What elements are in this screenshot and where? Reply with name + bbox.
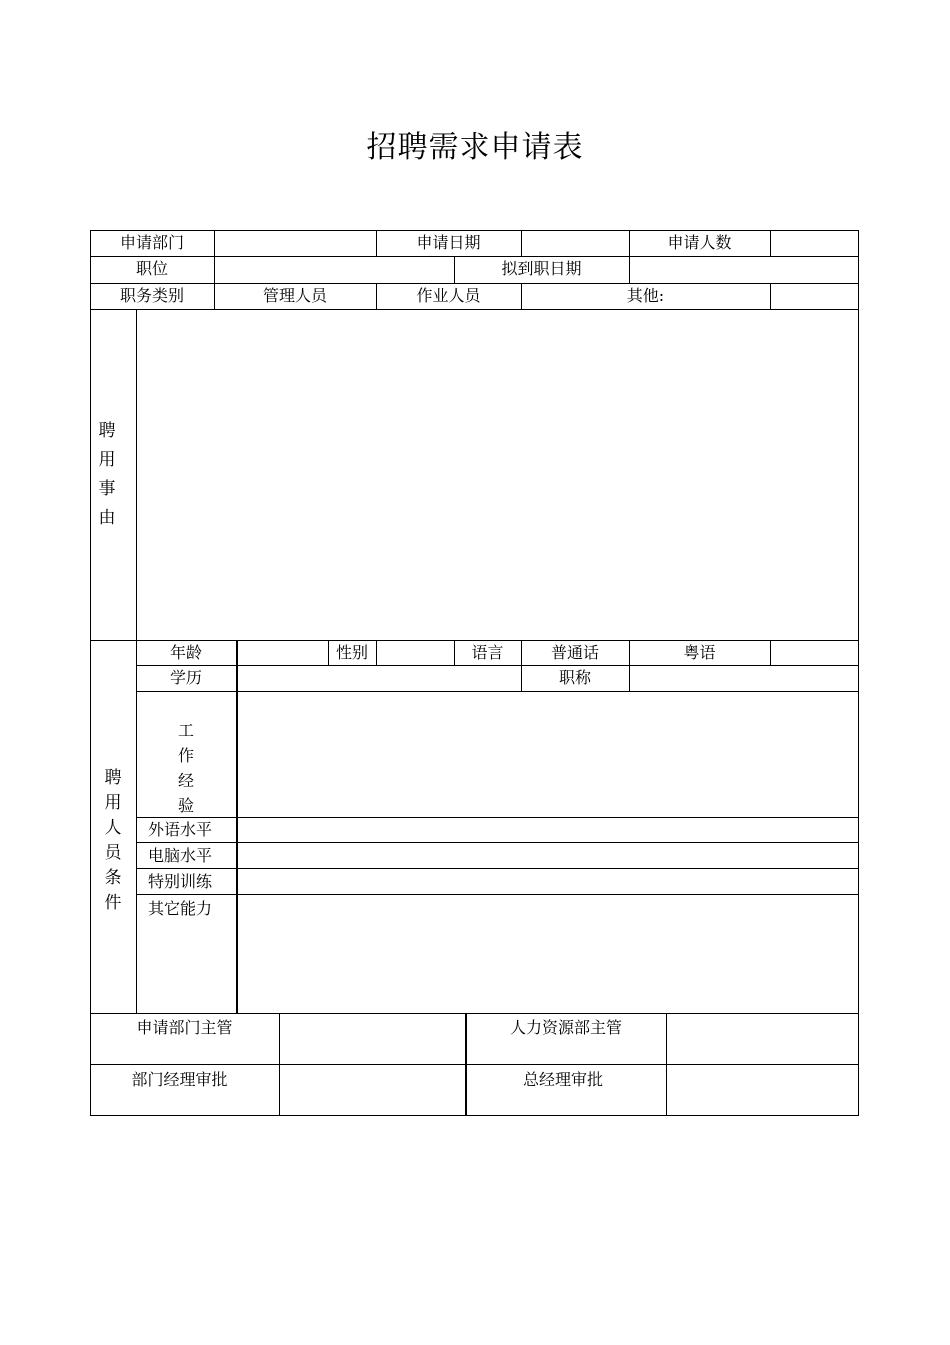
dept-manager-label: 部门经理审批 xyxy=(131,1070,228,1089)
conditions-label-char: 聘 xyxy=(104,768,122,788)
dept-head-label: 申请部门主管 xyxy=(136,1018,233,1037)
hr-head-label: 人力资源部主管 xyxy=(509,1018,622,1037)
position-label: 职位 xyxy=(135,259,168,278)
mandarin-option[interactable]: 普通话 xyxy=(550,643,599,662)
conditions-label-char: 条 xyxy=(104,868,122,888)
category-option-manager[interactable]: 管理人员 xyxy=(262,286,327,305)
reason-label-char: 事 xyxy=(98,479,116,499)
education-label: 学历 xyxy=(169,668,202,687)
experience-label xyxy=(171,718,201,818)
start-date-field[interactable] xyxy=(630,257,858,283)
language-other-field[interactable] xyxy=(771,641,858,665)
apply-dept-field[interactable] xyxy=(215,231,376,256)
dept-manager-sign-field[interactable] xyxy=(280,1065,465,1115)
conditions-label-char: 员 xyxy=(104,843,122,863)
category-other-field[interactable] xyxy=(771,284,858,309)
reason-label-char: 聘 xyxy=(98,421,116,441)
other-ability-field[interactable] xyxy=(238,895,858,1013)
foreign-language-label: 外语水平 xyxy=(148,820,213,839)
apply-dept-label: 申请部门 xyxy=(119,233,184,252)
special-training-field[interactable] xyxy=(238,869,858,894)
foreign-language-field[interactable] xyxy=(238,818,858,842)
conditions-label-char: 人 xyxy=(104,818,122,838)
cantonese-option[interactable]: 粤语 xyxy=(683,643,716,662)
line xyxy=(858,230,859,1116)
age-label: 年龄 xyxy=(169,643,202,662)
experience-label-char: 作 xyxy=(177,746,194,765)
page-title: 招聘需求申请表 xyxy=(366,130,584,165)
reason-label-char: 用 xyxy=(98,450,116,470)
job-title-field[interactable] xyxy=(630,666,858,691)
category-label: 职务类别 xyxy=(119,286,184,305)
gender-label: 性别 xyxy=(335,643,368,662)
conditions-label-char: 件 xyxy=(104,893,122,913)
line xyxy=(90,283,859,284)
line xyxy=(90,1115,859,1116)
gender-field[interactable] xyxy=(377,641,454,665)
education-field[interactable] xyxy=(238,666,521,691)
line xyxy=(90,230,859,231)
experience-field[interactable] xyxy=(238,692,858,817)
line xyxy=(90,640,859,641)
start-date-label: 拟到职日期 xyxy=(501,259,582,278)
dept-head-sign-field[interactable] xyxy=(280,1014,465,1064)
line xyxy=(90,230,91,1116)
other-ability-label: 其它能力 xyxy=(148,899,213,918)
apply-count-label: 申请人数 xyxy=(667,233,732,252)
experience-label-char: 验 xyxy=(177,796,194,815)
job-title-label: 职称 xyxy=(558,668,591,687)
conditions-label-char: 用 xyxy=(104,793,122,813)
age-field[interactable] xyxy=(238,641,328,665)
reason-label xyxy=(92,417,122,533)
category-option-other[interactable]: 其他: xyxy=(626,286,665,305)
computer-skill-label: 电脑水平 xyxy=(148,846,213,865)
reason-field[interactable] xyxy=(137,310,858,640)
language-label: 语言 xyxy=(471,643,504,662)
gm-sign-field[interactable] xyxy=(667,1065,858,1115)
category-option-worker[interactable]: 作业人员 xyxy=(416,286,481,305)
hr-head-sign-field[interactable] xyxy=(667,1014,858,1064)
apply-count-field[interactable] xyxy=(771,231,858,256)
experience-label-char: 工 xyxy=(177,721,194,740)
experience-label-char: 经 xyxy=(177,771,194,790)
position-field[interactable] xyxy=(215,257,454,283)
gm-label: 总经理审批 xyxy=(522,1070,603,1089)
apply-date-field[interactable] xyxy=(522,231,629,256)
reason-label-char: 由 xyxy=(98,508,116,528)
apply-date-label: 申请日期 xyxy=(416,233,481,252)
conditions-label xyxy=(98,766,128,916)
computer-skill-field[interactable] xyxy=(238,843,858,868)
special-training-label: 特别训练 xyxy=(148,872,213,891)
